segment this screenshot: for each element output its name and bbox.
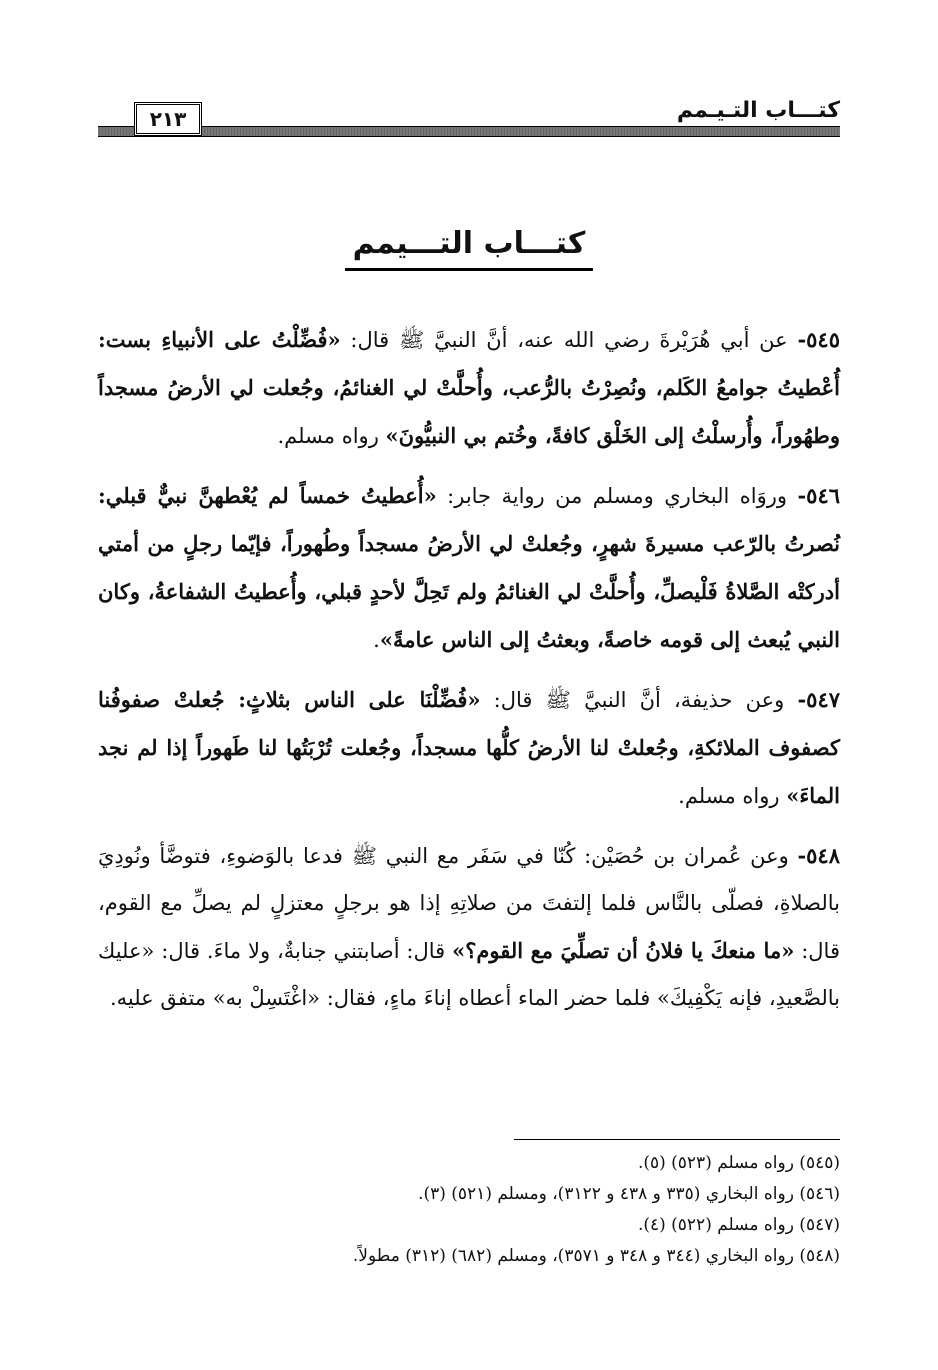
page-number: ٢١٣ (134, 102, 202, 136)
hadith-intro: وعن حذيفة، أنَّ النبيَّ ﷺ قال: (480, 688, 798, 712)
hadith-number: ٥٤٧- (797, 687, 841, 712)
hadith-number: ٥٤٨- (797, 843, 840, 868)
footnotes (98, 1148, 840, 1272)
hadith-quote: «ما منعكَ يا فلانُ أن تصلِّيَ مع القوم؟» (452, 938, 795, 963)
hadith-quote: «فُضِّلْتُ على الأنبياءِ بست: أُعْطيتُ جوامعُ الكَلم، ونُصِرْتُ بالرُّعب، وأُحلَّتْ لي الغنائمُ، وجُعلت لي الأرضُ مسجداً وطهُوراً، وأُرسلْتُ إلى الخَلْق كافةً، وخُتم بي النبيُّونَ» (98, 327, 840, 448)
running-title: كتـــاب التـيـمم (667, 96, 840, 126)
hadith-source: رواه مسلم. (277, 424, 386, 448)
hadith-546 (98, 472, 840, 664)
footnote-545: (٥٤٥) رواه مسلم (٥٢٣) (٥). (637, 1153, 840, 1173)
hadith-quote: «أُعطيتُ خمساً لم يُعْطهنَّ نبيٌّ قبلي: نُصرتُ بالرّعب مسيرةَ شهرٍ، وجُعلتْ لي الأرضُ مسجداً وطُهوراً، فإيّما رجلٍ من أمتي أدركتْه الصَّلاةُ فَلْيصلِّ، وأُحلَّتْ لي الغنائمُ ولم تَحِلَّ لأحدٍ قبلي، وأُعطيتُ الشفاعةُ، وكان النبي يُبعث إلى قومه خاصةً، وبعثتُ إلى الناس عامةً» (98, 483, 840, 652)
footnote-548: (٥٤٨) رواه البخاري (٣٤٤ و ٣٤٨ و ٣٥٧١)، ومسلم (٦٨٢) (٣١٢) مطولاً. (352, 1246, 840, 1266)
hadith-source: قال: أصابتني جنابةٌ، ولا ماءَ. قال: «عليك بالصَّعيدِ، فإنه يَكْفِيكَ» فلما حضر الماء أعطاه إناءَ ماءٍ، فقال: «اغْتَسِلْ به» متفق عليه. (98, 939, 840, 1010)
hadith-quote: «فُضِّلْنَا على الناس بثلاثٍ: جُعلتْ صفوفُنا كصفوف الملائكةِ، وجُعلتْ لنا الأرضُ كلُّها مسجداً، وجُعلت تُرْبَتُها لنا طَهوراً إذا لم نجد الماءَ» (98, 687, 840, 808)
footnote-separator (514, 1139, 840, 1140)
hadith-545 (98, 316, 840, 460)
hadith-number: ٥٤٦- (797, 483, 841, 508)
hadith-intro: وروَاه البخاري ومسلم من رواية جابر: (436, 484, 798, 508)
hadith-source: . (373, 628, 380, 652)
chapter-title (0, 222, 938, 271)
chapter-title-text: كتـــاب التـــيمم (345, 222, 594, 271)
hadith-number: ٥٤٥- (797, 327, 840, 352)
footnote-547: (٥٤٧) رواه مسلم (٥٢٢) (٤). (637, 1215, 840, 1235)
hadith-source: رواه مسلم. (678, 784, 787, 808)
hadith-intro: وعن عُمران بن حُصَيْن: كُنّا في سَفَر مع النبي ﷺ فدعا بالوَضوءِ، فتوضَّأ ونُودِيَ بالصلاةِ، فصلّى بالنَّاس فلما إلتفتَ من صلاتِهِ إذا هو برجلٍ معتزلٍ لم يصلِّ مع القوم، قال: (98, 844, 840, 963)
hadith-547 (98, 676, 840, 820)
body-text (98, 316, 840, 1034)
header-rule (98, 126, 840, 137)
running-header (98, 96, 840, 142)
footnote-546: (٥٤٦) رواه البخاري (٣٣٥ و ٤٣٨ و ٣١٢٢)، ومسلم (٥٢١) (٣). (418, 1184, 840, 1204)
hadith-548 (98, 832, 840, 1022)
hadith-intro: عن أبي هُرَيْرةَ رضي الله عنه، أنَّ النبيَّ ﷺ قال: (340, 328, 798, 352)
